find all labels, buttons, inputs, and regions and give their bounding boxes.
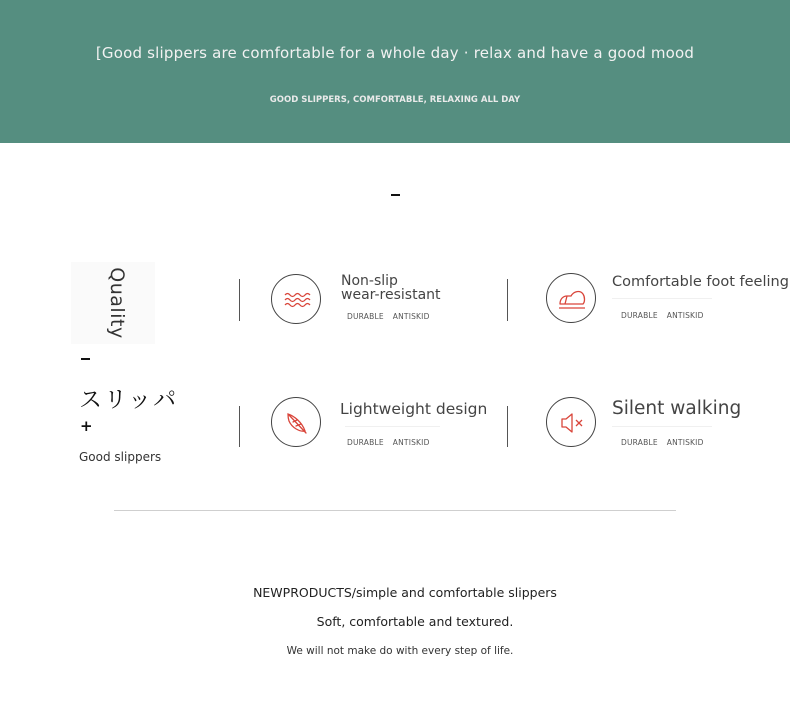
feature-tags xyxy=(347,438,430,447)
tag-durable: DURABLE xyxy=(347,312,384,321)
tag-durable: DURABLE xyxy=(347,438,384,447)
mute-speaker-icon xyxy=(547,398,597,448)
faint-underline xyxy=(345,426,440,427)
faint-underline xyxy=(612,298,712,299)
feature-title: Silent walking xyxy=(612,398,742,419)
tagline: Soft, comfortable and textured. xyxy=(316,614,514,629)
section-divider xyxy=(114,510,676,511)
feature-title: Comfortable foot feeling xyxy=(612,274,789,290)
tag-antiskid: ANTISKID xyxy=(392,438,430,447)
plus-icon: + xyxy=(80,417,93,435)
section-dash xyxy=(391,194,400,196)
tag-durable: DURABLE xyxy=(621,438,658,447)
quality-label: Quality xyxy=(106,267,128,339)
feature-tags xyxy=(621,438,704,447)
separator xyxy=(239,406,240,447)
feature-title: Lightweight design xyxy=(340,400,488,418)
brand-dash xyxy=(81,358,90,360)
feature-title-line: Non-slip xyxy=(341,273,398,289)
slogan: We will not make do with every step of life. xyxy=(286,645,514,657)
slipper-icon xyxy=(547,274,597,324)
waves-icon xyxy=(272,275,322,325)
feather-icon xyxy=(272,398,322,448)
faint-underline xyxy=(612,426,712,427)
tag-antiskid: ANTISKID xyxy=(666,438,704,447)
top-banner xyxy=(0,0,790,143)
feature-icon-circle xyxy=(271,274,321,324)
banner-title: [Good slippers are comfortable for a whole day · relax and have a good mood xyxy=(95,44,695,62)
feature-tags xyxy=(621,311,704,320)
tag-antiskid: ANTISKID xyxy=(666,311,704,320)
separator xyxy=(239,279,240,321)
feature-title-line: wear-resistant xyxy=(341,287,441,303)
brand-subtitle: Good slippers xyxy=(79,450,162,464)
newproducts-heading: NEWPRODUCTS/simple and comfortable slippers xyxy=(253,585,557,600)
tag-durable: DURABLE xyxy=(621,311,658,320)
feature-icon-circle xyxy=(546,397,596,447)
feature-icon-circle xyxy=(271,397,321,447)
separator xyxy=(507,406,508,447)
brand-jp-title: スリッパ xyxy=(79,387,179,413)
separator xyxy=(507,279,508,321)
banner-subtitle: GOOD SLIPPERS, COMFORTABLE, RELAXING ALL DAY xyxy=(269,95,521,105)
feature-title xyxy=(341,274,441,302)
feature-icon-circle xyxy=(546,273,596,323)
feature-tags xyxy=(347,312,430,321)
tag-antiskid: ANTISKID xyxy=(392,312,430,321)
